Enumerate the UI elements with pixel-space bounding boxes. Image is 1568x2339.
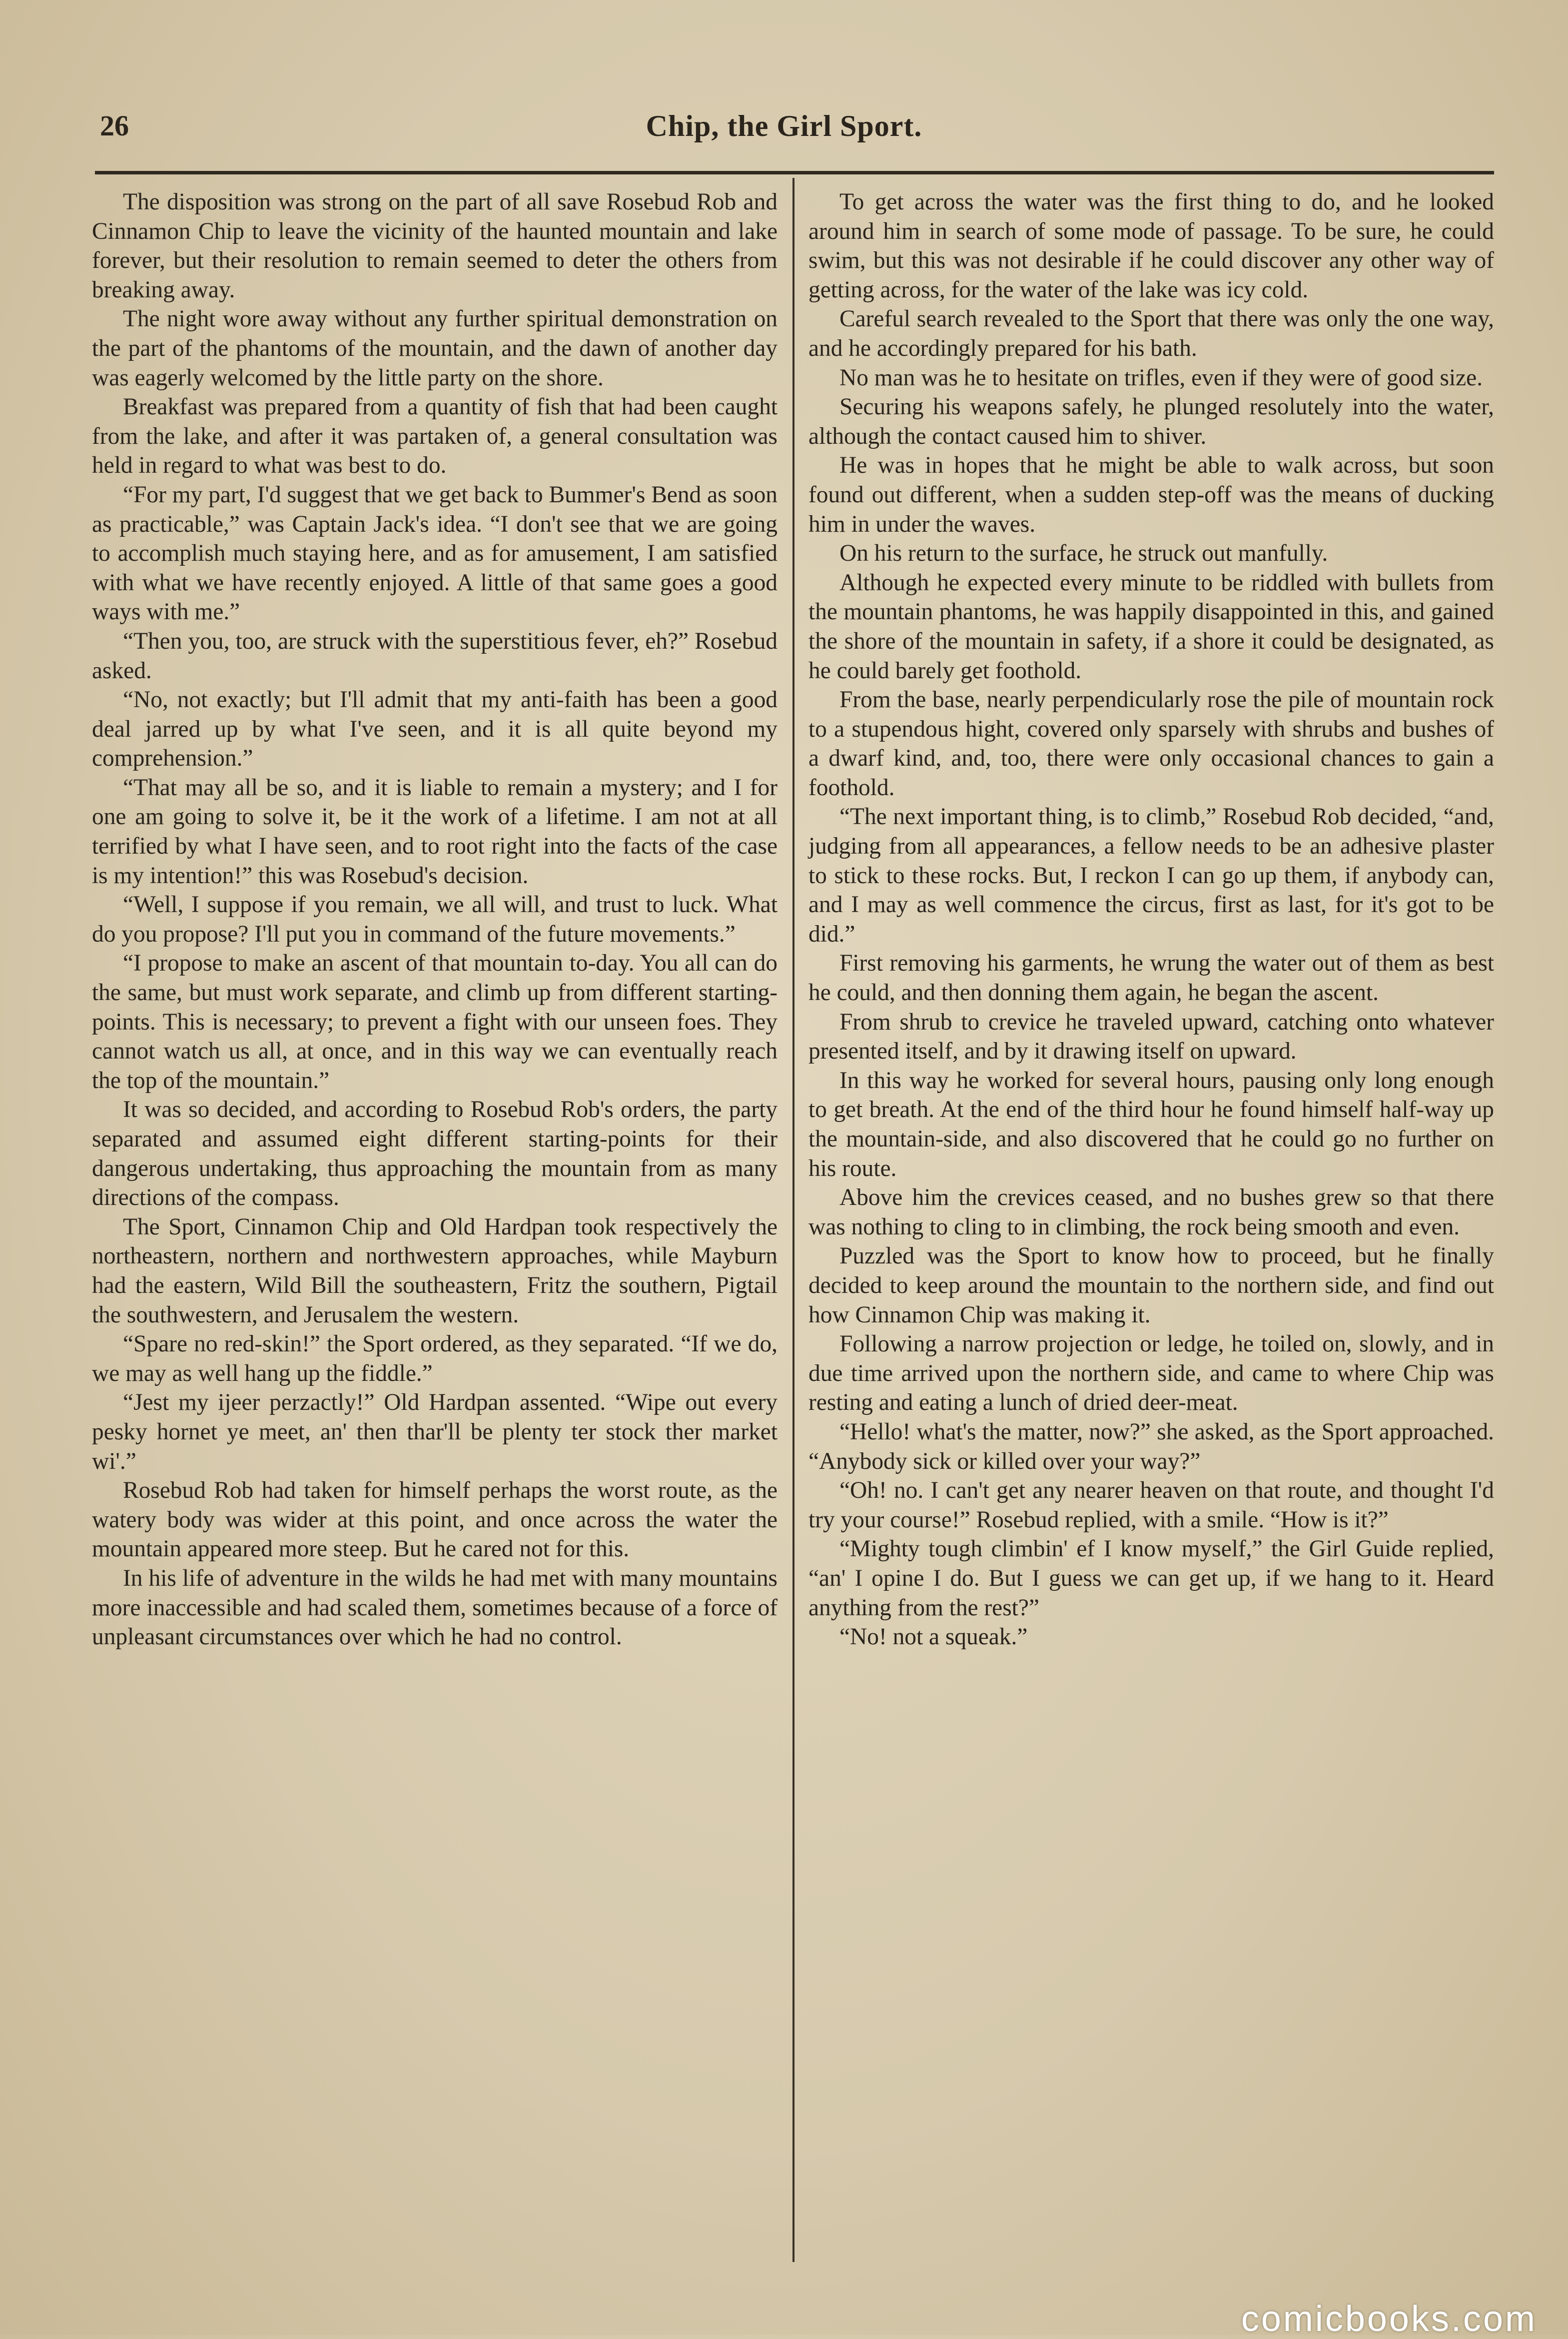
paragraph: “The next important thing, is to climb,” Rosebud Rob decided, “and, judging from all appearances, a fellow needs to be an adhesive plaster to stick to these rocks. But, I reckon I can go up them, if anybody can, and I may as well commence the circus, first as last, for it's got to be did.” [808, 804, 1494, 947]
paragraph: “For my part, I'd suggest that we get back to Bummer's Bend as soon as practicable,” was Captain Jack's idea. “I don't see that we are going to accomplish much staying here, and as for amusement, I am satisfied with what we have recently enjoyed. A little of that same goes a good ways with me.” [92, 481, 778, 625]
paragraph: Following a narrow projection or ledge, he toiled on, slowly, and in due time arrived upon the northern side, and came to where Chip was resting and eating a lunch of dried deer-meat. [808, 1331, 1494, 1416]
paragraph: Securing his weapons safely, he plunged resolutely into the water, although the contact caused him to shiver. [808, 394, 1494, 449]
paragraph: “That may all be so, and it is liable to remain a mystery; and I for one am going to solve it, be it the work of a lifetime. I am not at all terrified by what I have seen, and to root right into the facts of the case is my intention!” this was Rosebud's decision. [92, 774, 778, 889]
paragraph: First removing his garments, he wrung the water out of them as best he could, and then donning them again, he began the ascent. [808, 950, 1494, 1006]
paragraph: Rosebud Rob had taken for himself perhaps the worst route, as the watery body was wider at this point, and once across the water the mountain appeared more steep. But he cared not for this. [92, 1477, 778, 1562]
watermark: comicbooks.com [1241, 2299, 1537, 2339]
paragraph: Careful search revealed to the Sport that there was only the one way, and he accordingly prepared for his bath. [808, 306, 1494, 361]
paragraph: “Oh! no. I can't get any nearer heaven on that route, and thought I'd try your course!” Rosebud replied, with a smile. “How is it?” [808, 1477, 1494, 1533]
paragraph: From the base, nearly perpendicularly rose the pile of mountain rock to a stupendous hight, covered only sparsely with shrubs and bushes of a dwarf kind, and, too, there were only occasional chances to gain a foothold. [808, 687, 1494, 801]
paragraph: “I propose to make an ascent of that mountain to-day. You all can do the same, but must work separate, and climb up from different starting-points. This is necessary; to prevent a fight with our unseen foes. They cannot watch us all, at once, and in this way we can eventually reach the top of the mountain.” [92, 950, 778, 1094]
paragraph: Puzzled was the Sport to know how to proceed, but he finally decided to keep around the mountain to the northern side, and find out how Cinnamon Chip was making it. [808, 1243, 1494, 1328]
paragraph: Breakfast was prepared from a quantity of fish that had been caught from the lake, and after it was partaken of, a general consultation was held in regard to what was best to do. [92, 394, 778, 479]
paragraph: No man was he to hesitate on trifles, even if they were of good size. [839, 364, 1483, 391]
paragraph: Although he expected every minute to be riddled with bullets from the mountain phantoms, he was happily disappointed in this, and gained the shore of the mountain in safety, if a shore it could be designated, as he could barely get foothold. [808, 569, 1494, 684]
paragraph: “Jest my ijeer perzactly!” Old Hardpan assented. “Wipe out every pesky hornet ye meet, an' then thar'll be plenty ter stock ther market wi'.” [92, 1389, 778, 1474]
paragraph: The Sport, Cinnamon Chip and Old Hardpan took respectively the northeastern, northern and northwestern approaches, while Mayburn had the eastern, Wild Bill the southeastern, Fritz the southern, Pigtail the southwestern, and Jerusalem the western. [92, 1213, 778, 1328]
paragraph: In his life of adventure in the wilds he had met with many mountains more inaccessible and had scaled them, sometimes because of a force of unpleasant circumstances over which he had no control. [92, 1565, 778, 1650]
paragraph: “No, not exactly; but I'll admit that my anti-faith has been a good deal jarred up by what I've seen, and it is all quite beyond my comprehension.” [92, 687, 778, 772]
paragraph: Above him the crevices ceased, and no bushes grew so that there was nothing to cling to in climbing, the rock being smooth and even. [808, 1184, 1494, 1240]
right-column [808, 187, 1494, 1652]
page-number: 26 [100, 109, 129, 142]
header-rule [95, 171, 1494, 174]
paragraph: It was so decided, and according to Rosebud Rob's orders, the party separated and assumed eight different starting-points for their dangerous undertaking, thus approaching the mountain from as many directions of the compass. [92, 1097, 778, 1211]
page-title: Chip, the Girl Sport. [646, 109, 922, 142]
paragraph: He was in hopes that he might be able to walk across, but soon found out different, when a sudden step-off was the means of ducking him in under the waves. [808, 452, 1494, 537]
paragraph: The night wore away without any further spiritual demonstration on the part of the phantoms of the mountain, and the dawn of another day was eagerly welcomed by the little party on the shore. [92, 306, 778, 391]
paragraph: On his return to the surface, he struck out manfully. [839, 540, 1328, 567]
paragraph: “No! not a squeak.” [839, 1624, 1028, 1650]
paragraph: “Well, I suppose if you remain, we all will, and trust to luck. What do you propose? I'll put you in command of the future movements.” [92, 892, 778, 947]
left-column [92, 187, 778, 1652]
paragraph: The disposition was strong on the part of all save Rosebud Rob and Cinnamon Chip to leave the vicinity of the haunted mountain and lake forever, but their resolution to remain seemed to deter the others from breaking away. [92, 189, 778, 303]
paragraph: “Hello! what's the matter, now?” she asked, as the Sport approached. “Anybody sick or killed over your way?” [808, 1418, 1494, 1474]
paragraph: To get across the water was the first thing to do, and he looked around him in search of some mode of passage. To be sure, he could swim, but this was not desirable if he could discover any other way of getting across, for the water of the lake was icy cold. [808, 189, 1494, 303]
column-divider [792, 178, 794, 2262]
paragraph: From shrub to crevice he traveled upward, catching onto whatever presented itself, and by it drawing itself on upward. [808, 1009, 1494, 1065]
paragraph: In this way he worked for several hours, pausing only long enough to get breath. At the end of the third hour he found himself half-way up the mountain-side, and also discovered that he could go no further on his route. [808, 1067, 1494, 1181]
paragraph: “Mighty tough climbin' ef I know myself,” the Girl Guide replied, “an' I opine I do. But I guess we can get up, if we hang to it. Heard anything from the rest?” [808, 1536, 1494, 1621]
paragraph: “Then you, too, are struck with the superstitious fever, eh?” Rosebud asked. [92, 628, 778, 684]
paragraph: “Spare no red-skin!” the Sport ordered, as they separated. “If we do, we may as well hang up the fiddle.” [92, 1331, 778, 1386]
